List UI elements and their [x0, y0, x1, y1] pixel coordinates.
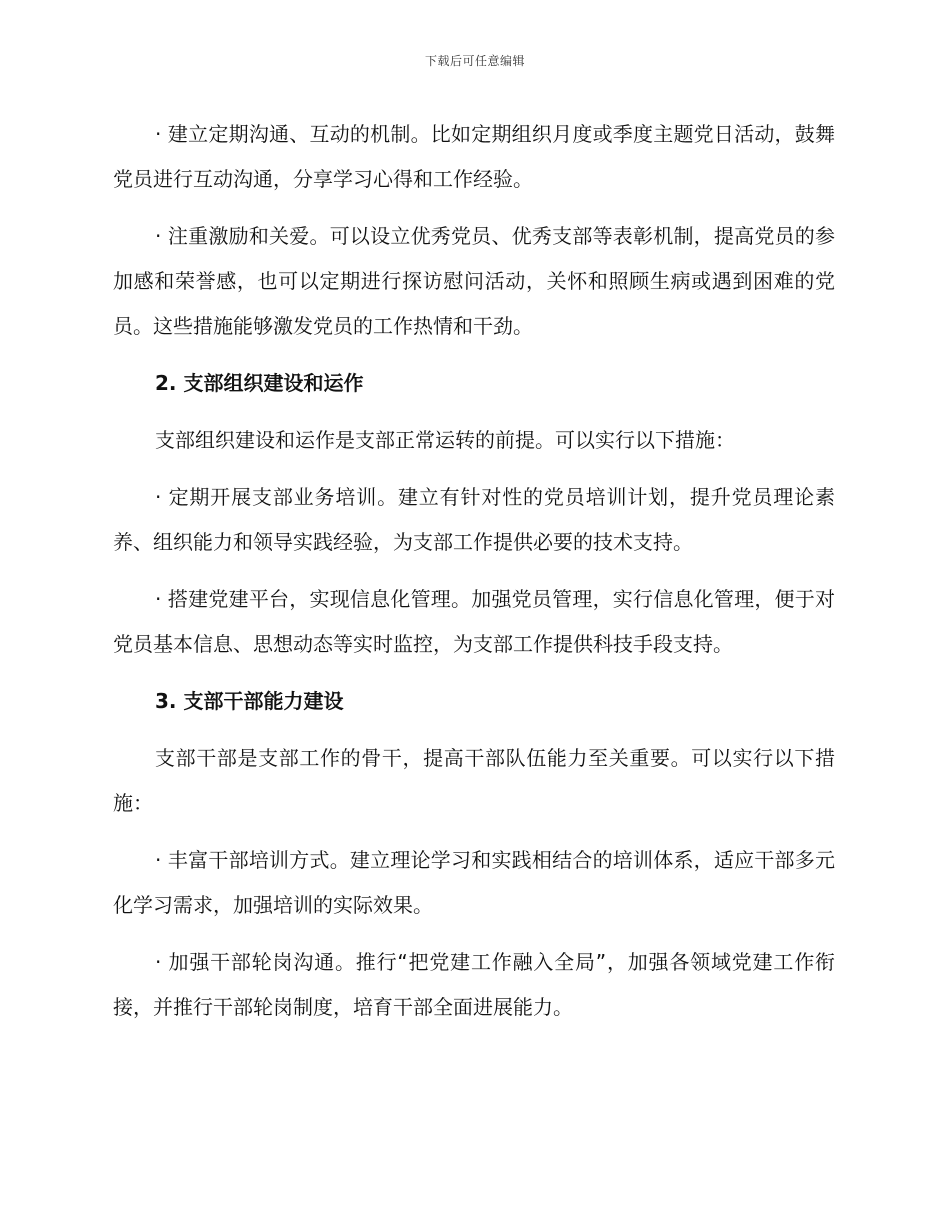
paragraph-incentive-care: · 注重激励和关爱。可以设立优秀党员、优秀支部等表彰机制，提高党员的参加感和荣誉感，也可以定期进行探访慰问活动，关怀和照顾生病或遇到困难的党员。这些措施能够激发党员的工作热情和干劲。: [113, 224, 835, 338]
paragraph-platform-management: · 搭建党建平台，实现信息化管理。加强党员管理，实行信息化管理，便于对党员基本信息、思想动态等实时监控，为支部工作提供科技手段支持。: [113, 587, 835, 656]
paragraph-communication-mechanism: · 建立定期沟通、互动的机制。比如定期组织月度或季度主题党日活动，鼓舞党员进行互动沟通，分享学习心得和工作经验。: [113, 122, 835, 191]
page-header: 下载后可任意编辑: [424, 54, 525, 68]
paragraph-cadre-intro: 支部干部是支部工作的骨干，提高干部队伍能力至关重要。可以实行以下措施：: [113, 746, 835, 815]
section-heading-3: 3. 支部干部能力建设: [155, 689, 344, 713]
paragraph-business-training: · 定期开展支部业务培训。建立有针对性的党员培训计划，提升党员理论素养、组织能力和领导实践经验，为支部工作提供必要的技术支持。: [113, 485, 835, 554]
document-body: [113, 112, 835, 1042]
paragraph-cadre-rotation: · 加强干部轮岗沟通。推行“把党建工作融入全局”，加强各领域党建工作衔接，并推行干部轮岗制度，培育干部全面进展能力。: [113, 950, 835, 1019]
section-heading-2: 2. 支部组织建设和运作: [155, 371, 364, 395]
paragraph-organization-intro: 支部组织建设和运作是支部正常运转的前提。可以实行以下措施：: [155, 428, 735, 452]
paragraph-cadre-training: · 丰富干部培训方式。建立理论学习和实践相结合的培训体系，适应干部多元化学习需求，加强培训的实际效果。: [113, 848, 835, 917]
